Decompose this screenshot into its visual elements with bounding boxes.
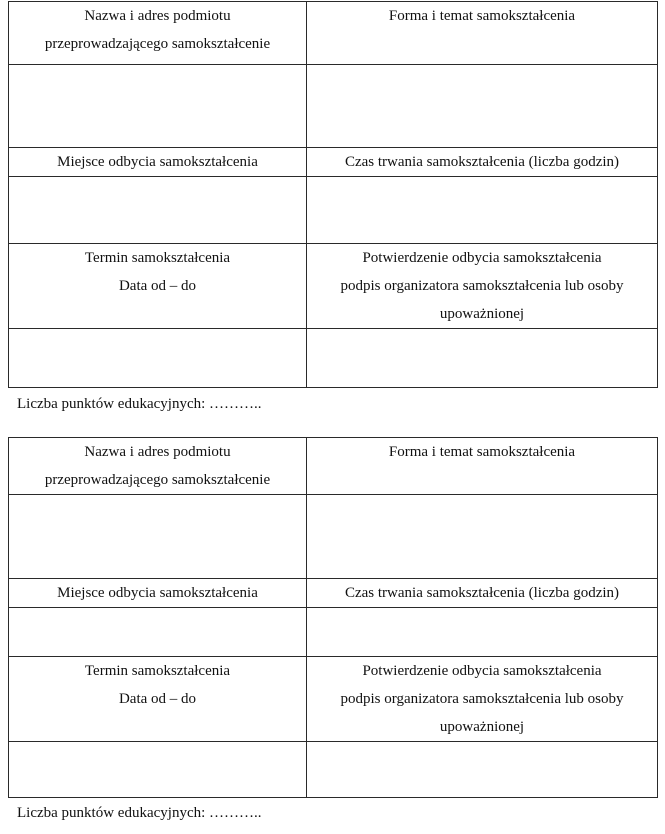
name-address-field[interactable] [9,65,307,148]
training-form-1 [8,1,657,388]
header-line: podpis organizatora samokształcenia lub osoby [340,691,624,707]
form-topic-field[interactable] [307,65,658,148]
header-line: Miejsce odbycia samokształcenia [57,154,258,170]
duration-field[interactable] [307,177,658,244]
name-address-field[interactable] [9,495,307,579]
training-table [8,1,658,388]
confirmation-field[interactable] [307,329,658,388]
confirmation-header [307,657,658,742]
confirmation-field[interactable] [307,742,658,798]
header-line: Termin samokształcenia [84,250,231,266]
term-header [9,657,307,742]
duration-header [307,148,658,177]
place-field[interactable] [9,177,307,244]
form-topic-header [307,438,658,495]
place-header [9,579,307,608]
name-address-header [9,2,307,65]
training-table [8,437,658,798]
confirmation-header [307,244,658,329]
place-field[interactable] [9,608,307,657]
training-form-2 [8,437,657,798]
header-line: Nazwa i adres podmiotu [84,8,231,24]
place-header [9,148,307,177]
header-line: Czas trwania samokształcenia (liczba godzin) [344,585,620,601]
term-header [9,244,307,329]
header-line: Forma i temat samokształcenia [388,444,576,460]
header-line: Potwierdzenie odbycia samokształcenia [362,663,602,679]
header-line: upoważnionej [439,306,525,322]
duration-header [307,579,658,608]
education-points-line: Liczba punktów edukacyjnych: ……….. [17,805,262,821]
header-line: podpis organizatora samokształcenia lub osoby [340,278,624,294]
name-address-header [9,438,307,495]
form-topic-field[interactable] [307,495,658,579]
header-line: Termin samokształcenia [84,663,231,679]
header-line: Data od – do [118,278,197,294]
header-line: upoważnionej [439,719,525,735]
header-line: Potwierdzenie odbycia samokształcenia [362,250,602,266]
form-topic-header [307,2,658,65]
term-field[interactable] [9,742,307,798]
header-line: Forma i temat samokształcenia [388,8,576,24]
header-line: Miejsce odbycia samokształcenia [57,585,258,601]
education-points-line: Liczba punktów edukacyjnych: ……….. [17,396,262,412]
header-line: przeprowadzającego samokształcenie [44,472,271,488]
header-line: przeprowadzającego samokształcenie [44,36,271,52]
header-line: Nazwa i adres podmiotu [84,444,231,460]
duration-field[interactable] [307,608,658,657]
term-field[interactable] [9,329,307,388]
header-line: Data od – do [118,691,197,707]
header-line: Czas trwania samokształcenia (liczba godzin) [344,154,620,170]
